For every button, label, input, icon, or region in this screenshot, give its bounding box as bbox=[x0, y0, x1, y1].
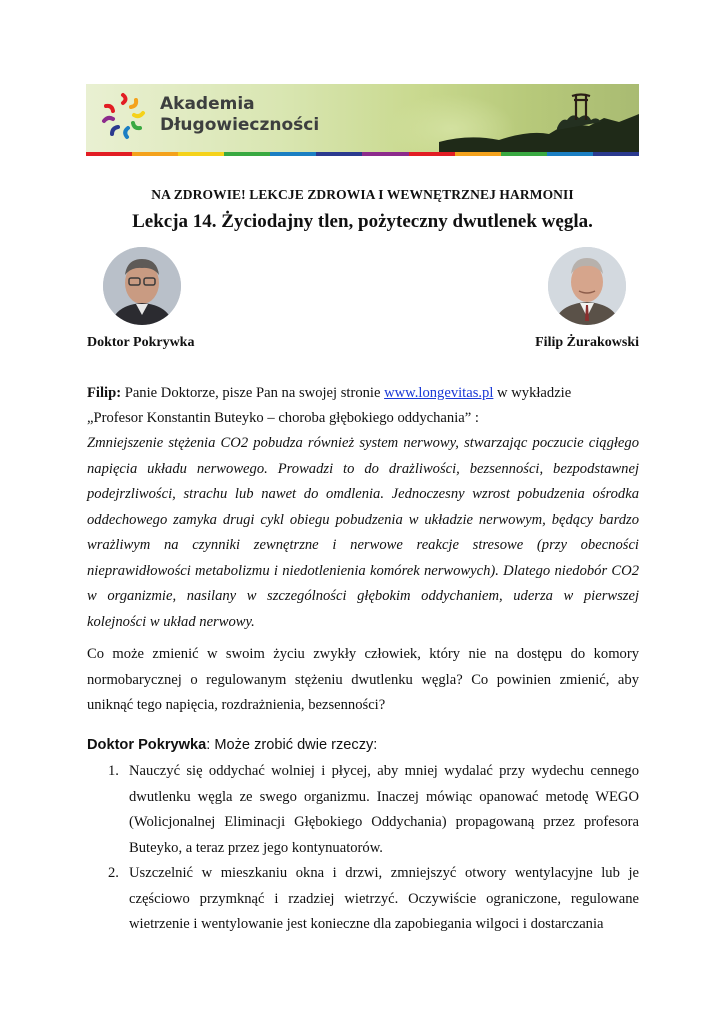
quote-paragraph: Zmniejszenie stężenia CO2 pobudza również system nerwowy, stwarzając poczucie ciągłego napięcia układu nerwowego. Prowadzi to do drażliwości, bezsenności, bezpodstawnej podejrzliwości, strachu lub nawet do omdlenia. Jednoczesny wzrost pobudzenia ośrodka oddechowego zamyka drugi cykl obiegu pobudzenia w układzie nerwowym, będący bardzo wrażliwym na czynniki zewnętrzne i nerwowe reakcje stresowe (przy obecności nieprawidłowości metabolizmu i niedotlenienia komórek nerwowych). Dlatego niedobór CO2 w organizmie, nasilany w szczególności głębokim oddychaniem, uderza w pierwszej kolejności w układ nerwowy. bbox=[87, 435, 639, 630]
stripe-segment bbox=[501, 152, 547, 156]
name-doktor-pokrywka: Doktor Pokrywka bbox=[87, 335, 195, 350]
stripe-segment bbox=[224, 152, 270, 156]
stripe-segment bbox=[547, 152, 593, 156]
answer-intro bbox=[87, 733, 639, 759]
stripe-segment bbox=[409, 152, 455, 156]
header-banner bbox=[86, 84, 639, 152]
stripe-segment bbox=[178, 152, 224, 156]
list-number: 1. bbox=[108, 763, 119, 779]
name-filip-zurakowski: Filip Żurakowski bbox=[535, 335, 639, 350]
portrait-doktor-pokrywka bbox=[103, 247, 181, 325]
question-1-text-after: w wykładzie bbox=[493, 385, 572, 401]
color-stripe bbox=[86, 152, 639, 156]
lesson-title: Lekcja 14. Życiodajny tlen, pożyteczny dwutlenek węgla. bbox=[132, 211, 593, 232]
brand-line-1: Akademia bbox=[160, 94, 255, 114]
answer-intro-text: : Może zrobić dwie rzeczy: bbox=[206, 737, 378, 753]
list-item-text: Uszczelnić w mieszkaniu okna i drzwi, zmniejszyć otwory wentylacyjne lub je częściowo przymknąć i rzadziej wietrzyć. Oczywiście ograniczone, regulowane wietrzenie i wentylowanie jest konieczne dla zapobiegania wilgoci i dostarczania bbox=[129, 865, 639, 932]
question-1-text: Panie Doktorze, pisze Pan na swojej stronie bbox=[121, 385, 385, 401]
scenery-illustration bbox=[439, 84, 639, 152]
portrait-filip-zurakowski bbox=[548, 247, 626, 325]
stripe-segment bbox=[316, 152, 362, 156]
question-2-paragraph: Co może zmienić w swoim życiu zwykły człowiek, który nie na dostępu do komory normobarycznej o regulowanym stężeniu dwutlenku węgla? Co powinien zmienić, aby uniknąć tego napięcia, rozdrażnienia, bezsenności? bbox=[87, 646, 639, 713]
brand-line-2: Długowieczności bbox=[160, 115, 320, 135]
speaker-filip: Filip: bbox=[87, 385, 122, 401]
lecture-title: „Profesor Konstantin Buteyko – choroba głębokiego oddychania” : bbox=[87, 410, 479, 426]
list-item-text: Nauczyć się oddychać wolniej i płycej, aby mniej wydalać przy wydechu cennego dwutlenku węgla ze swego organizmu. Inaczej mówiąc opanować metodę WEGO (Wolicjonalnej Eliminacji Głębokiego Oddychania) propagowaną przez profesora Buteyko, a teraz przez jego kontynuatorów. bbox=[129, 763, 639, 856]
list-item bbox=[108, 759, 639, 861]
stripe-segment bbox=[362, 152, 408, 156]
question-1-line-1 bbox=[87, 381, 639, 407]
speaker-doktor: Doktor Pokrywka bbox=[87, 737, 207, 753]
stripe-segment bbox=[455, 152, 501, 156]
longevitas-link[interactable]: www.longevitas.pl bbox=[384, 385, 494, 401]
stripe-segment bbox=[86, 152, 132, 156]
logo-icon bbox=[96, 89, 150, 143]
brand-name bbox=[160, 94, 319, 136]
stripe-segment bbox=[593, 152, 639, 156]
stripe-segment bbox=[270, 152, 316, 156]
series-heading: NA ZDROWIE! LEKCJE ZDROWIA I WEWNĘTRZNEJ HARMONII bbox=[151, 187, 574, 202]
stripe-segment bbox=[132, 152, 178, 156]
list-item bbox=[108, 861, 639, 938]
list-number: 2. bbox=[108, 865, 119, 881]
